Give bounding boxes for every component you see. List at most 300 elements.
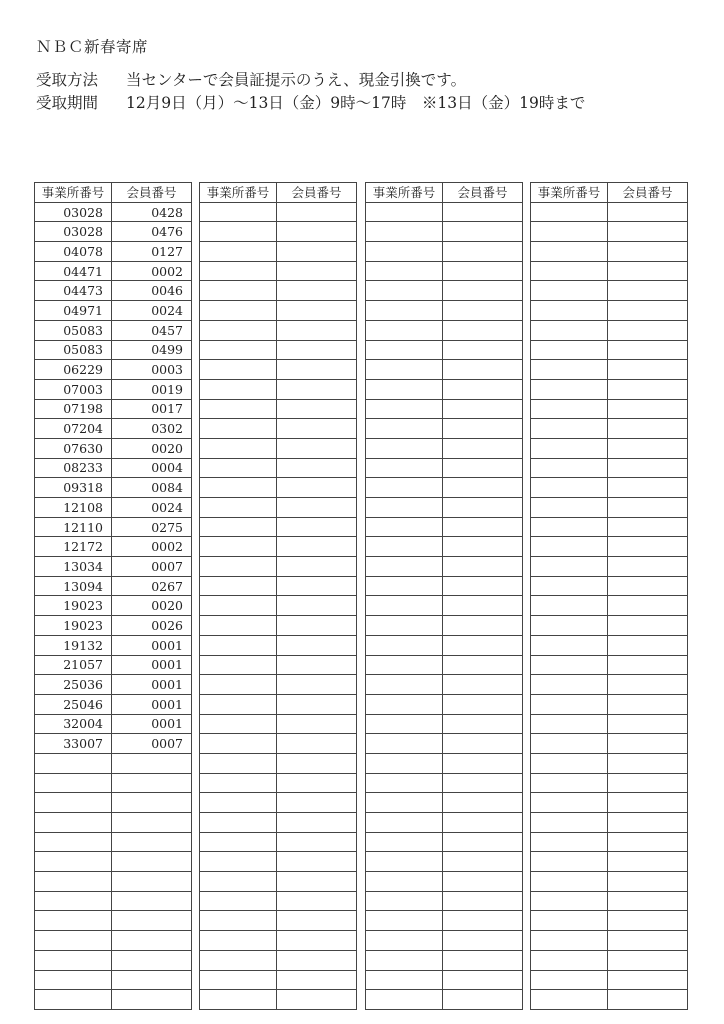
member-number-cell xyxy=(443,281,523,301)
office-number-cell xyxy=(531,635,608,655)
member-number-cell: 0267 xyxy=(112,576,192,596)
member-number-cell xyxy=(443,832,523,852)
member-number-cell: 0026 xyxy=(112,616,192,636)
office-number-cell xyxy=(366,320,443,340)
member-number-cell xyxy=(277,301,357,321)
table-row xyxy=(531,340,688,360)
office-number-cell: 04971 xyxy=(35,301,112,321)
member-number-cell xyxy=(112,911,192,931)
member-number-cell: 0499 xyxy=(112,340,192,360)
member-number-cell xyxy=(112,872,192,892)
table-row xyxy=(200,517,357,537)
table-row xyxy=(366,222,523,242)
member-number-cell xyxy=(608,931,688,951)
office-number-cell xyxy=(366,537,443,557)
member-number-cell: 0084 xyxy=(112,478,192,498)
office-number-cell xyxy=(35,891,112,911)
pickup-method-label: 受取方法 xyxy=(36,71,99,89)
member-number-cell xyxy=(443,813,523,833)
office-number-cell xyxy=(531,990,608,1010)
table-row xyxy=(200,714,357,734)
table-row xyxy=(366,852,523,872)
member-number-cell: 0024 xyxy=(112,498,192,518)
member-number-cell xyxy=(443,419,523,439)
table-row xyxy=(531,458,688,478)
office-number-cell xyxy=(531,970,608,990)
table-row xyxy=(35,419,192,439)
office-number-cell xyxy=(531,753,608,773)
table-row xyxy=(200,419,357,439)
table-row xyxy=(531,714,688,734)
table-row xyxy=(35,202,192,222)
member-number-cell xyxy=(608,419,688,439)
office-number-cell xyxy=(366,596,443,616)
table-row xyxy=(200,261,357,281)
member-number-cell xyxy=(443,596,523,616)
table-row xyxy=(531,891,688,911)
office-number-cell: 07003 xyxy=(35,379,112,399)
ticket-table-3 xyxy=(365,182,523,1010)
member-number-cell xyxy=(277,261,357,281)
member-number-cell xyxy=(608,498,688,518)
table-row xyxy=(531,301,688,321)
member-number-cell xyxy=(112,793,192,813)
table-row xyxy=(366,340,523,360)
member-number-cell xyxy=(608,970,688,990)
office-number-cell xyxy=(366,438,443,458)
member-number-cell xyxy=(443,616,523,636)
table-row xyxy=(366,734,523,754)
office-number-cell xyxy=(531,872,608,892)
office-number-cell xyxy=(200,379,277,399)
table-row xyxy=(366,872,523,892)
table-row xyxy=(531,360,688,380)
office-number-cell xyxy=(200,675,277,695)
office-number-cell xyxy=(200,458,277,478)
pickup-method xyxy=(36,68,466,90)
table-row xyxy=(200,990,357,1010)
member-number-cell xyxy=(608,635,688,655)
office-number-cell xyxy=(366,891,443,911)
office-number-cell xyxy=(366,675,443,695)
office-number-cell xyxy=(200,419,277,439)
member-number-cell xyxy=(608,517,688,537)
office-number-header: 事業所番号 xyxy=(366,183,443,203)
office-number-cell xyxy=(366,301,443,321)
table-row xyxy=(531,950,688,970)
office-number-cell xyxy=(531,931,608,951)
member-number-cell: 0007 xyxy=(112,734,192,754)
table-row xyxy=(531,478,688,498)
table-row xyxy=(35,537,192,557)
office-number-cell xyxy=(531,261,608,281)
table-row xyxy=(200,931,357,951)
table-row xyxy=(200,616,357,636)
member-number-cell xyxy=(608,438,688,458)
office-number-cell xyxy=(531,360,608,380)
table-row xyxy=(366,261,523,281)
table-row xyxy=(366,970,523,990)
office-number-cell: 12110 xyxy=(35,517,112,537)
table-row xyxy=(531,281,688,301)
office-number-cell xyxy=(200,891,277,911)
office-number-cell xyxy=(366,498,443,518)
member-number-cell xyxy=(608,852,688,872)
office-number-cell xyxy=(366,419,443,439)
table-row xyxy=(531,694,688,714)
table-row xyxy=(35,340,192,360)
member-number-cell xyxy=(443,773,523,793)
member-number-cell xyxy=(277,655,357,675)
table-row xyxy=(35,616,192,636)
member-number-cell xyxy=(112,950,192,970)
table-row xyxy=(35,694,192,714)
office-number-cell xyxy=(200,498,277,518)
office-number-cell xyxy=(35,813,112,833)
member-number-cell xyxy=(277,281,357,301)
member-number-cell: 0001 xyxy=(112,655,192,675)
table-row xyxy=(200,438,357,458)
member-number-cell xyxy=(608,242,688,262)
office-number-cell xyxy=(531,773,608,793)
member-number-cell: 0001 xyxy=(112,635,192,655)
member-number-cell xyxy=(277,911,357,931)
office-number-cell xyxy=(35,911,112,931)
member-number-cell xyxy=(277,557,357,577)
member-number-cell xyxy=(277,813,357,833)
table-row xyxy=(35,793,192,813)
table-row xyxy=(200,734,357,754)
office-number-cell xyxy=(531,576,608,596)
member-number-cell xyxy=(443,753,523,773)
member-number-cell xyxy=(608,340,688,360)
member-number-cell xyxy=(608,891,688,911)
table-row xyxy=(200,281,357,301)
table-row xyxy=(531,616,688,636)
table-row xyxy=(531,419,688,439)
office-number-cell xyxy=(531,301,608,321)
office-number-cell xyxy=(200,478,277,498)
table-row xyxy=(200,891,357,911)
ticket-table-1 xyxy=(34,182,192,1010)
office-number-cell xyxy=(531,950,608,970)
member-number-cell xyxy=(277,773,357,793)
member-number-cell xyxy=(277,793,357,813)
table-row xyxy=(366,990,523,1010)
member-number-cell xyxy=(277,242,357,262)
table-row xyxy=(35,635,192,655)
member-number-cell: 0127 xyxy=(112,242,192,262)
table-row xyxy=(531,242,688,262)
table-row xyxy=(35,458,192,478)
office-number-cell xyxy=(366,773,443,793)
member-number-cell: 0007 xyxy=(112,557,192,577)
member-number-cell xyxy=(112,970,192,990)
member-number-cell xyxy=(608,813,688,833)
office-number-cell xyxy=(200,694,277,714)
member-number-cell xyxy=(443,557,523,577)
table-row xyxy=(35,478,192,498)
table-row xyxy=(35,714,192,734)
table-row xyxy=(366,950,523,970)
office-number-cell xyxy=(366,970,443,990)
member-number-cell xyxy=(112,773,192,793)
member-number-cell xyxy=(277,517,357,537)
table-row xyxy=(35,557,192,577)
office-number-cell xyxy=(200,557,277,577)
table-row xyxy=(35,222,192,242)
member-number-cell xyxy=(277,419,357,439)
table-row xyxy=(366,242,523,262)
member-number-cell xyxy=(443,438,523,458)
member-number-cell xyxy=(443,537,523,557)
office-number-cell xyxy=(531,675,608,695)
table-row xyxy=(531,773,688,793)
member-number-cell: 0017 xyxy=(112,399,192,419)
member-number-cell xyxy=(277,970,357,990)
office-number-cell: 04473 xyxy=(35,281,112,301)
member-number-cell xyxy=(443,970,523,990)
member-number-cell xyxy=(608,694,688,714)
table-row xyxy=(200,222,357,242)
member-number-cell xyxy=(443,261,523,281)
member-number-cell: 0476 xyxy=(112,222,192,242)
ticket-table-4 xyxy=(530,182,688,1010)
office-number-cell xyxy=(200,990,277,1010)
table-row xyxy=(366,714,523,734)
table-row xyxy=(200,458,357,478)
office-number-cell xyxy=(531,320,608,340)
office-number-cell xyxy=(366,261,443,281)
table-row xyxy=(531,379,688,399)
member-number-cell xyxy=(608,773,688,793)
member-number-cell xyxy=(608,832,688,852)
office-number-cell xyxy=(200,438,277,458)
member-number-cell xyxy=(277,950,357,970)
table-row xyxy=(366,438,523,458)
table-row xyxy=(366,753,523,773)
office-number-cell xyxy=(366,872,443,892)
office-number-cell xyxy=(35,852,112,872)
table-row xyxy=(531,970,688,990)
office-number-cell: 05083 xyxy=(35,320,112,340)
member-number-cell: 0002 xyxy=(112,537,192,557)
table-row xyxy=(531,911,688,931)
office-number-cell xyxy=(366,714,443,734)
member-number-cell xyxy=(112,891,192,911)
office-number-cell xyxy=(200,222,277,242)
table-row xyxy=(366,517,523,537)
table-row xyxy=(35,734,192,754)
member-number-cell xyxy=(608,714,688,734)
office-number-cell xyxy=(531,714,608,734)
office-number-cell xyxy=(35,950,112,970)
member-number-cell xyxy=(443,458,523,478)
member-number-cell xyxy=(443,517,523,537)
table-row xyxy=(366,931,523,951)
table-row xyxy=(200,320,357,340)
table-row xyxy=(366,281,523,301)
office-number-cell xyxy=(366,458,443,478)
table-row xyxy=(531,734,688,754)
office-number-cell xyxy=(200,911,277,931)
table-row xyxy=(366,813,523,833)
member-number-cell xyxy=(608,537,688,557)
member-number-cell xyxy=(443,852,523,872)
office-number-cell xyxy=(200,655,277,675)
office-number-cell xyxy=(200,832,277,852)
member-number-cell xyxy=(112,813,192,833)
table-row xyxy=(531,832,688,852)
office-number-cell xyxy=(531,911,608,931)
table-row xyxy=(200,813,357,833)
office-number-cell xyxy=(366,242,443,262)
office-number-cell: 09318 xyxy=(35,478,112,498)
member-number-cell xyxy=(608,675,688,695)
office-number-cell xyxy=(531,891,608,911)
office-number-cell xyxy=(366,222,443,242)
office-number-cell xyxy=(366,950,443,970)
member-number-header: 会員番号 xyxy=(608,183,688,203)
member-number-cell xyxy=(277,891,357,911)
office-number-cell xyxy=(200,537,277,557)
office-number-cell xyxy=(200,734,277,754)
pickup-period-label: 受取期間 xyxy=(36,94,99,112)
table-row xyxy=(531,261,688,281)
office-number-cell xyxy=(366,202,443,222)
table-row xyxy=(200,399,357,419)
table-row xyxy=(200,202,357,222)
office-number-cell: 03028 xyxy=(35,222,112,242)
table-row xyxy=(35,596,192,616)
office-number-cell: 06229 xyxy=(35,360,112,380)
table-row xyxy=(35,320,192,340)
member-number-header: 会員番号 xyxy=(112,183,192,203)
member-number-cell xyxy=(277,990,357,1010)
office-number-cell: 13094 xyxy=(35,576,112,596)
office-number-cell: 12172 xyxy=(35,537,112,557)
office-number-cell xyxy=(200,635,277,655)
office-number-cell xyxy=(200,261,277,281)
table-row xyxy=(35,931,192,951)
member-number-cell: 0020 xyxy=(112,596,192,616)
table-row xyxy=(200,576,357,596)
office-number-cell: 21057 xyxy=(35,655,112,675)
office-number-cell xyxy=(366,616,443,636)
member-number-cell xyxy=(443,576,523,596)
office-number-cell xyxy=(200,576,277,596)
ticket-table-2 xyxy=(199,182,357,1010)
office-number-cell xyxy=(531,478,608,498)
office-number-cell xyxy=(200,301,277,321)
table-row xyxy=(531,813,688,833)
table-row xyxy=(200,340,357,360)
office-number-cell xyxy=(366,635,443,655)
member-number-cell: 0046 xyxy=(112,281,192,301)
office-number-cell xyxy=(200,242,277,262)
office-number-cell: 32004 xyxy=(35,714,112,734)
member-number-cell xyxy=(443,694,523,714)
member-number-cell xyxy=(277,714,357,734)
table-row xyxy=(366,576,523,596)
office-number-cell xyxy=(200,950,277,970)
member-number-cell xyxy=(277,675,357,695)
table-row xyxy=(366,596,523,616)
office-number-cell xyxy=(35,872,112,892)
table-row xyxy=(35,950,192,970)
pickup-method-text: 当センターで会員証提示のうえ、現金引換です。 xyxy=(126,71,467,89)
office-number-cell xyxy=(366,793,443,813)
office-number-cell xyxy=(35,931,112,951)
table-row xyxy=(200,360,357,380)
member-number-cell xyxy=(277,498,357,518)
table-row xyxy=(200,793,357,813)
member-number-cell xyxy=(443,478,523,498)
office-number-header: 事業所番号 xyxy=(35,183,112,203)
member-number-cell xyxy=(443,242,523,262)
office-number-cell xyxy=(531,419,608,439)
office-number-cell xyxy=(35,970,112,990)
office-number-cell xyxy=(366,813,443,833)
table-row xyxy=(366,832,523,852)
member-number-cell xyxy=(608,458,688,478)
office-number-cell: 08233 xyxy=(35,458,112,478)
table-row xyxy=(531,675,688,695)
member-number-cell xyxy=(277,320,357,340)
table-row xyxy=(35,990,192,1010)
table-row xyxy=(35,399,192,419)
member-number-cell xyxy=(608,596,688,616)
member-number-cell xyxy=(608,616,688,636)
office-number-cell xyxy=(200,281,277,301)
office-number-cell: 03028 xyxy=(35,202,112,222)
table-row xyxy=(531,576,688,596)
member-number-cell xyxy=(112,990,192,1010)
member-number-cell: 0002 xyxy=(112,261,192,281)
member-number-cell: 0004 xyxy=(112,458,192,478)
table-row xyxy=(35,970,192,990)
table-row xyxy=(531,753,688,773)
table-row xyxy=(200,379,357,399)
office-number-cell xyxy=(531,596,608,616)
table-row xyxy=(35,261,192,281)
table-row xyxy=(366,419,523,439)
member-number-cell xyxy=(112,931,192,951)
table-row xyxy=(366,891,523,911)
office-number-cell xyxy=(531,202,608,222)
office-number-cell xyxy=(531,734,608,754)
office-number-cell xyxy=(531,222,608,242)
member-number-cell xyxy=(608,202,688,222)
office-number-header: 事業所番号 xyxy=(200,183,277,203)
member-number-cell xyxy=(443,990,523,1010)
member-number-cell xyxy=(443,222,523,242)
table-row xyxy=(200,950,357,970)
table-row xyxy=(200,675,357,695)
office-number-cell xyxy=(531,242,608,262)
pickup-period xyxy=(36,91,585,113)
table-row xyxy=(366,478,523,498)
member-number-cell xyxy=(608,557,688,577)
office-number-cell xyxy=(366,340,443,360)
office-number-cell xyxy=(35,990,112,1010)
table-row xyxy=(35,872,192,892)
table-row xyxy=(531,596,688,616)
table-row xyxy=(366,675,523,695)
table-row xyxy=(366,301,523,321)
table-row xyxy=(366,379,523,399)
office-number-cell xyxy=(366,911,443,931)
